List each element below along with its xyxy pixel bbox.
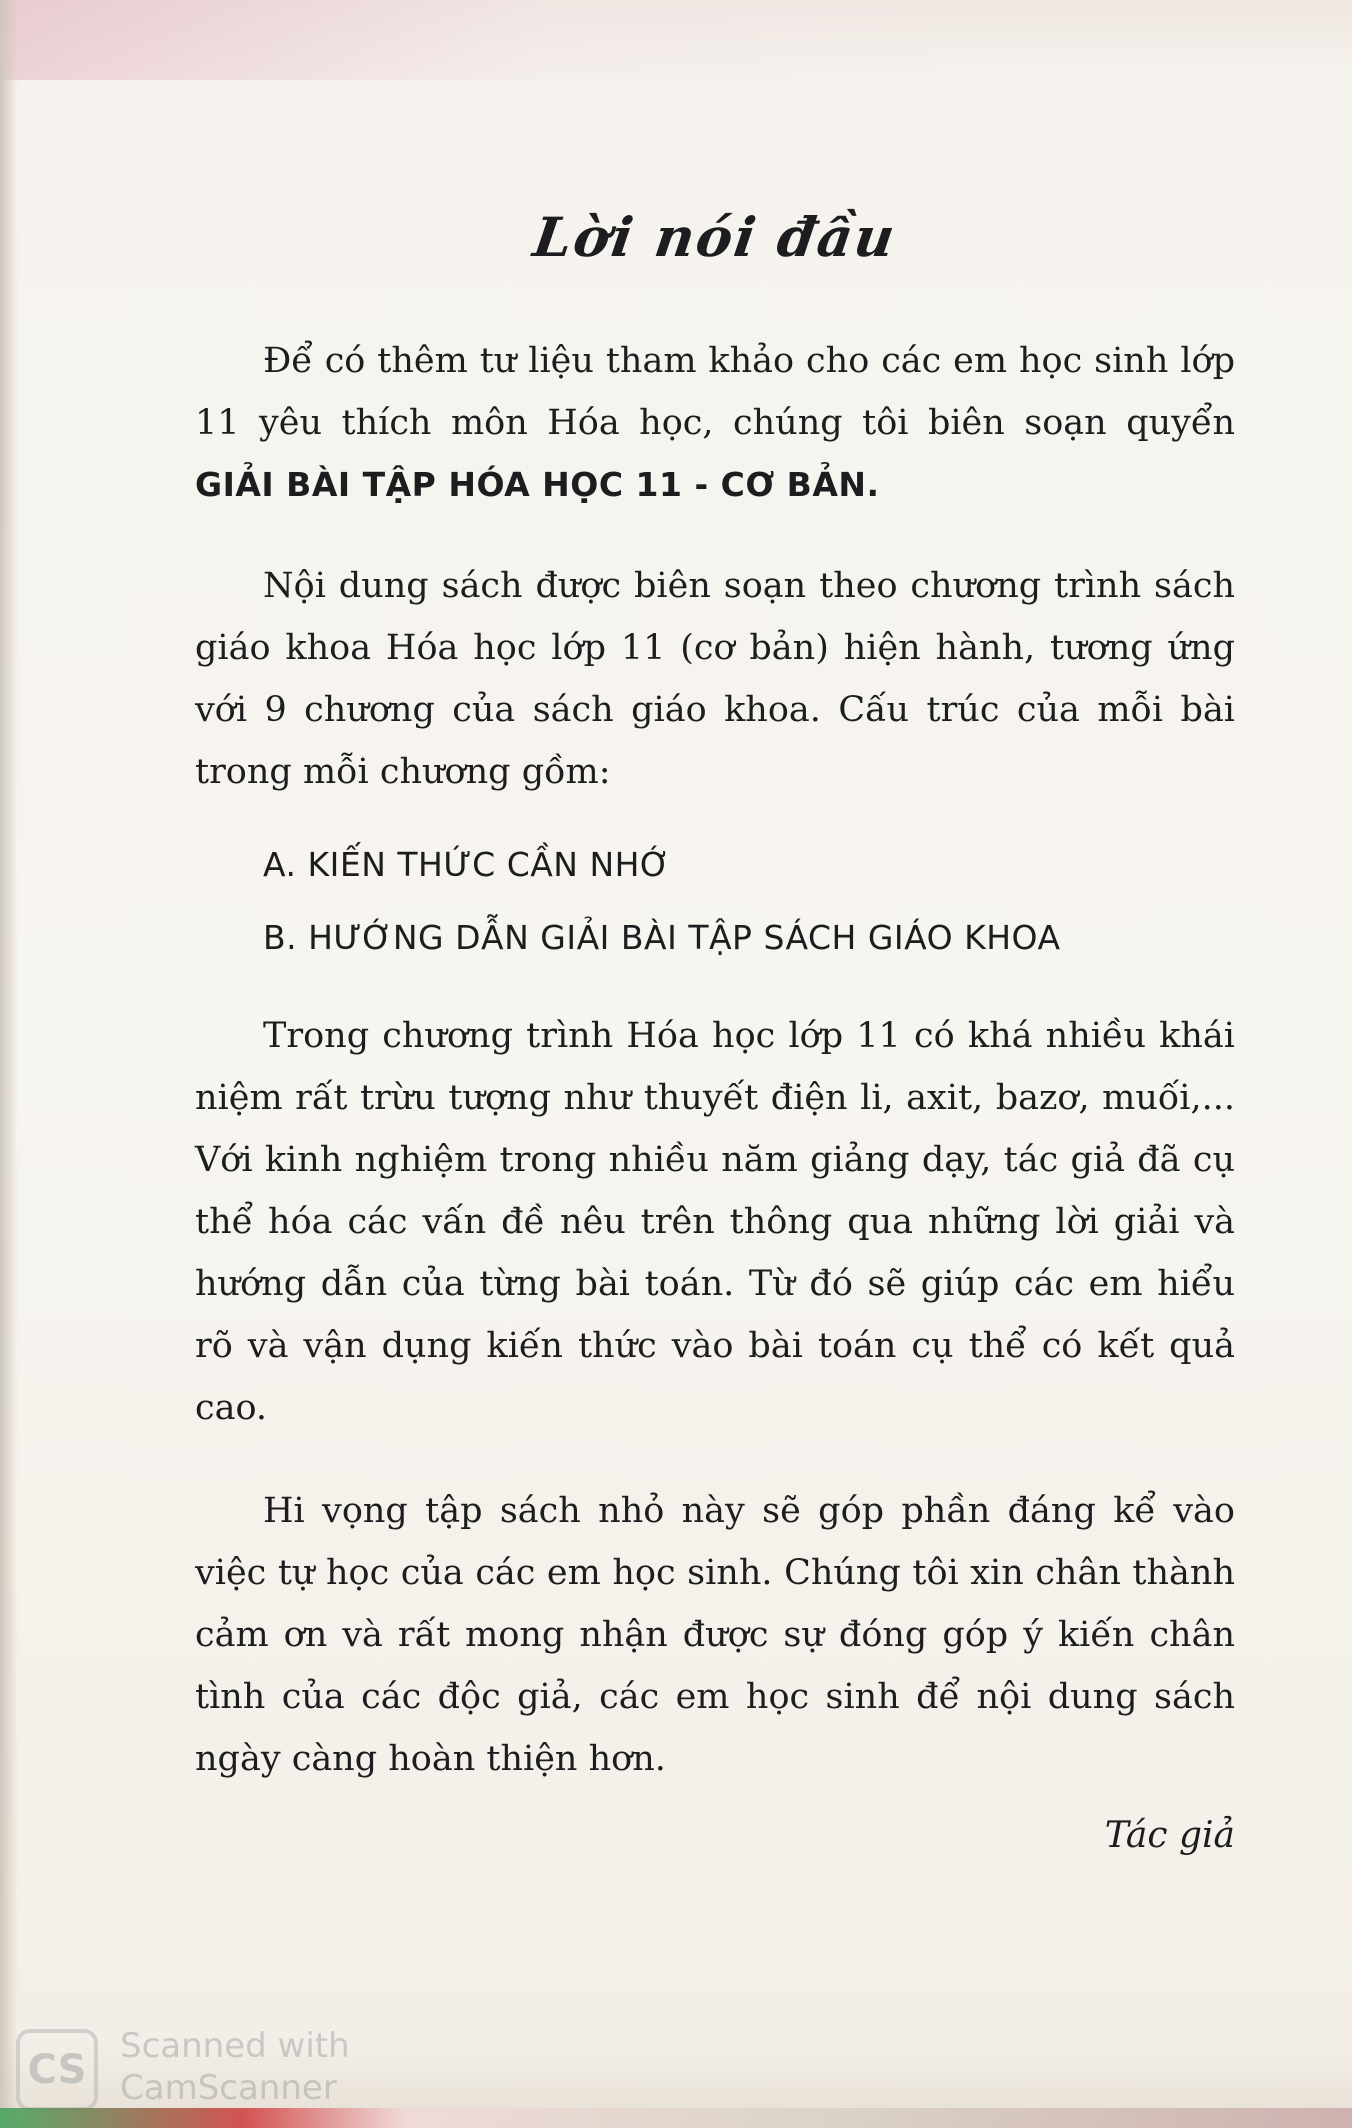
structure-item-b: B. HƯỚNG DẪN GIẢI BÀI TẬP SÁCH GIÁO KHOA	[263, 918, 1061, 957]
concept-paragraph	[195, 1005, 1235, 1439]
camscanner-logo-icon: CS	[16, 2029, 98, 2111]
intro-paragraph	[195, 330, 1235, 516]
book-title: GIẢI BÀI TẬP HÓA HỌC 11 - CƠ BẢN.	[195, 465, 880, 504]
structure-item-a: A. KIẾN THỨC CẦN NHỚ	[263, 845, 671, 884]
watermark-text	[120, 2025, 350, 2109]
page-bottom-strip	[0, 2108, 1352, 2128]
page-left-edge	[0, 0, 18, 2128]
content-text: Nội dung sách được biên soạn theo chương trình sách giáo khoa Hóa học lớp 11 (cơ bản) hiện hành, tương ứng với 9 chương của sách giáo khoa. Cấu trúc của mỗi bài trong mỗi chương gồm:	[195, 566, 1235, 792]
intro-text: Để có thêm tư liệu tham khảo cho các em học sinh lớp 11 yêu thích môn Hóa học, chúng tôi biên soạn quyển	[195, 341, 1235, 443]
author-signature: Tác giả	[1104, 1815, 1235, 1856]
content-paragraph	[195, 555, 1235, 803]
watermark-line-1: Scanned with	[120, 2026, 350, 2066]
watermark-line-2: CamScanner	[120, 2068, 337, 2108]
page-top-tint	[0, 0, 1352, 80]
closing-paragraph	[195, 1480, 1235, 1790]
closing-text: Hi vọng tập sách nhỏ này sẽ góp phần đáng kể vào việc tự học của các em học sinh. Chúng tôi xin chân thành cảm ơn và rất mong nhận được sự đóng góp ý kiến chân tình của các độc giả, các em học sinh để nội dung sách ngày càng hoàn thiện hơn.	[195, 1491, 1235, 1779]
page-title: Lời nói đầu	[529, 205, 901, 269]
camscanner-watermark	[16, 2025, 356, 2115]
concept-text: Trong chương trình Hóa học lớp 11 có khá nhiều khái niệm rất trừu tượng như thuyết điện li, axit, bazơ, muối,... Với kinh nghiệm trong nhiều năm giảng dạy, tác giả đã cụ thể hóa các vấn đề nêu trên thông qua những lời giải và hướng dẫn của từng bài toán. Từ đó sẽ giúp các em hiểu rõ và vận dụng kiến thức vào bài toán cụ thể có kết quả cao.	[195, 1016, 1235, 1428]
